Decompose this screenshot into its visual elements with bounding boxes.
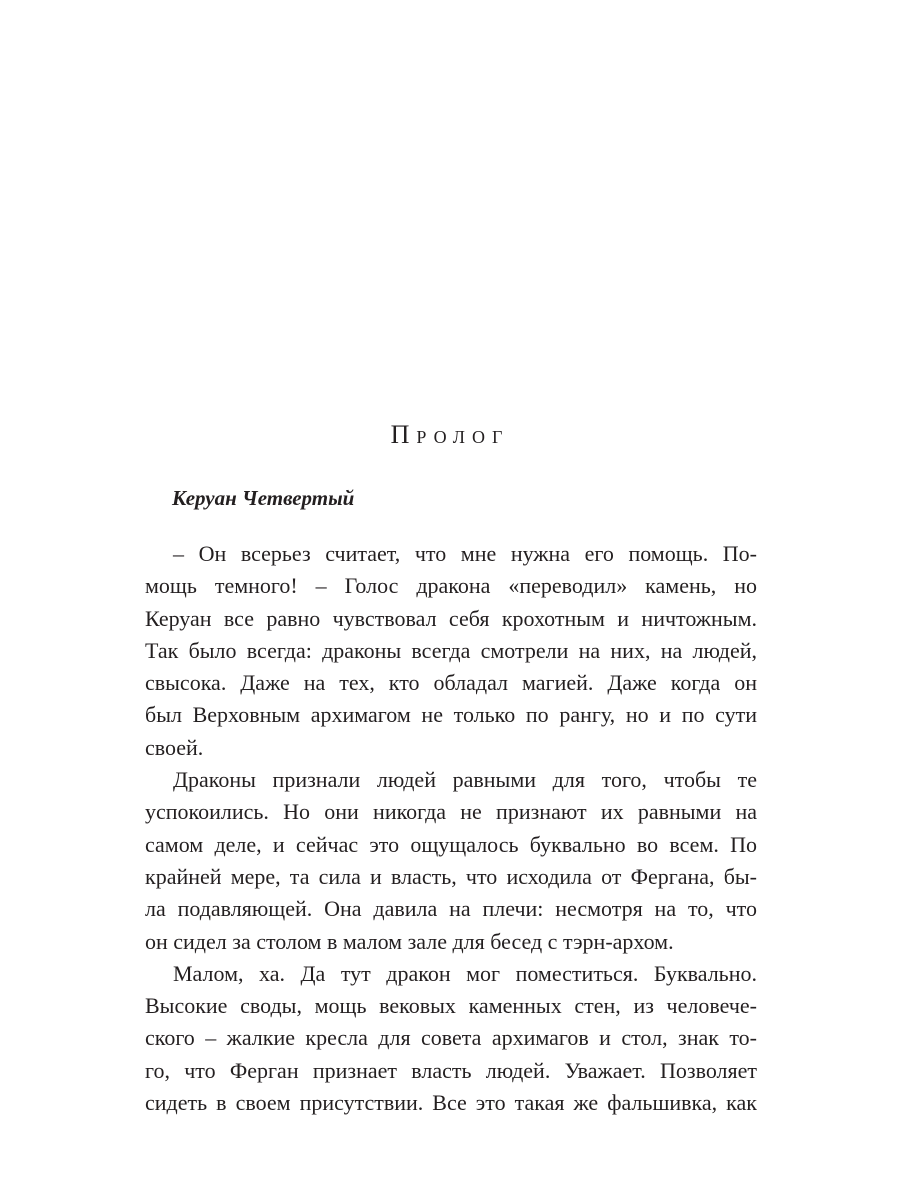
text-line: самом деле, и сейчас это ощущалось буквально во всем. По bbox=[145, 831, 757, 857]
text-line: го, что Ферган признает власть людей. Уважает. Позволяет bbox=[145, 1057, 757, 1083]
text-line: Керуан все равно чувствовал себя крохотным и ничтожным. bbox=[145, 605, 757, 631]
text-line: – Он всерьез считает, что мне нужна его помощь. По- bbox=[173, 541, 757, 566]
text-line: сидеть в своем присутствии. Все это такая же фальшивка, как bbox=[145, 1090, 757, 1116]
text-line: свысока. Даже на тех, кто обладал магией. Даже когда он bbox=[145, 670, 757, 696]
text-line: Драконы признали людей равными для того, чтобы те bbox=[173, 767, 757, 793]
body-text bbox=[145, 538, 757, 1119]
text-line: ла подавляющей. Она давила на плечи: несмотря на то, что bbox=[145, 896, 757, 922]
text-line: крайней мере, та сила и власть, что исходила от Фергана, бы- bbox=[145, 863, 757, 889]
text-line: Высокие своды, мощь вековых каменных стен, из человече- bbox=[145, 993, 757, 1019]
text-line: он сидел за столом в малом зале для бесед с тэрн-архом. bbox=[145, 928, 674, 954]
text-line: своей. bbox=[145, 734, 204, 760]
text-line: Малом, ха. Да тут дракон мог поместиться. Буквально. bbox=[173, 960, 757, 986]
text-line: Так было всегда: драконы всегда смотрели на них, на людей, bbox=[145, 637, 757, 663]
text-line: ского – жалкие кресла для совета архимагов и стол, знак то- bbox=[145, 1025, 757, 1051]
chapter-title: Пролог bbox=[390, 420, 510, 449]
text-line: был Верховным архимагом не только по рангу, но и по сути bbox=[145, 702, 757, 728]
text-line: успокоились. Но они никогда не признают их равными на bbox=[145, 799, 757, 825]
section-heading: Керуан Четвертый bbox=[172, 486, 355, 510]
text-line: мощь темного! – Голос дракона «переводил» камень, но bbox=[145, 573, 757, 599]
